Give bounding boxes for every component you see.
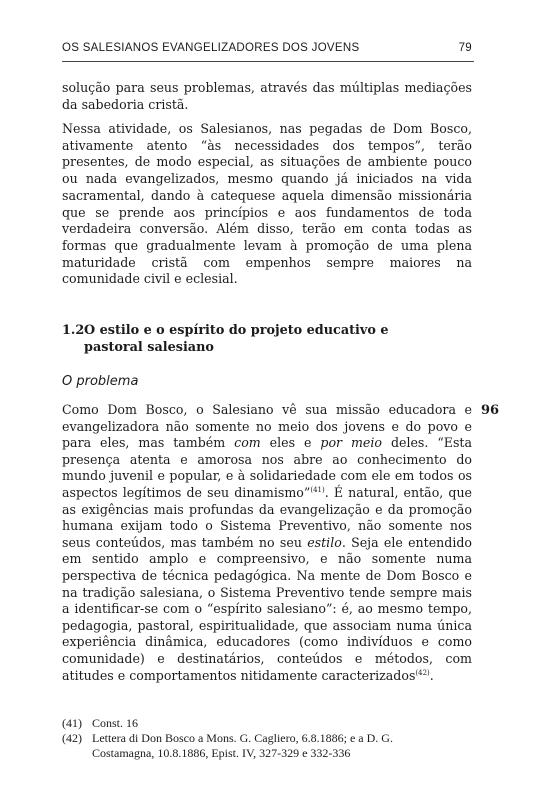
footnote-number: (42) (62, 731, 82, 745)
text-run: . Seja ele entendido em sentido amplo e compreensivo, e não somente numa perspectiva de técnica pedagógica. Na mente de Dom Bosco e na tradição salesiana, o Sistema Preventivo tende sempre mais a identificar-se com o “espírito salesiano”: é, ao mesmo tempo, pedagogia, pastoral, espiritualidade, que associam numa única experiência dinâmica, educadores (como indivíduos e como comunidade) e destinatários, conteúdos e métodos, com atitudes e comportamentos nitidamente caracterizados (62, 534, 472, 683)
text-run: Como Dom Bosco, o Salesiano vê sua missão educadora e evangelizadora não somente no meio dos jovens e do povo e para eles, mas também (62, 402, 472, 451)
footnote-text: Const. 16 (92, 716, 139, 730)
text-run: deles. “Esta presença atenta e amorosa nos abre ao conhecimento do mundo juvenil e popular, e à solidariedade com ele em todos os aspectos legítimos de seu dinamismo” (62, 435, 473, 500)
margin-paragraph-number: 96 (481, 403, 500, 418)
running-head (62, 42, 472, 54)
header-rule (62, 61, 474, 62)
section-title-line1: O estilo e o espírito do projeto educativo e (84, 323, 389, 338)
subheading: O problema (62, 374, 139, 389)
footnote (62, 716, 482, 731)
text-run: . (429, 667, 434, 683)
running-title: OS SALESIANOS EVANGELIZADORES DOS JOVENS (62, 42, 360, 54)
section-number: 1.2 (62, 323, 85, 338)
page-number: 79 (458, 42, 472, 54)
footnote-number: (41) (62, 716, 82, 730)
text-run: eles e (260, 435, 321, 451)
text-run: . É natural, então, que as exigências mais profundas da evangelização e da promoção humana exijam todo o Sistema Preventivo, não somente nos seus conteúdos, mas também no seu (62, 484, 473, 550)
paragraph-continuation: solução para seus problemas, através das múltiplas mediações da sabedoria cristã. (62, 80, 472, 112)
footnote-text: Lettera di Don Bosco a Mons. G. Cagliero, 6.8.1886; e a D. G. (92, 731, 393, 745)
footnote-ref: (41) (310, 485, 325, 494)
paragraph-activity: Nessa atividade, os Salesianos, nas pegadas de Dom Bosco, ativamente atento “às necessidades dos tempos”, terão presentes, de modo especial, as situações de ambiente pouco ou nada evangelizados, mesmo quando já iniciados na vida sacramental, dando à catequese aquela dimensão missionária que se prende aos princípios e aos fundamentos de toda verdadeira conversão. Além disso, terão em conta todas as formas que gradualmente levam à promoção de uma plena maturidade cristã com empenhos sempre maiores na comunidade civil e eclesial. (62, 121, 472, 287)
emphasis: por meio (320, 435, 382, 451)
footnote (62, 731, 482, 761)
paragraph-problem (62, 402, 472, 684)
footnote-ref: (42) (415, 668, 430, 677)
section-title-line2: pastoral salesiano (84, 340, 214, 355)
emphasis: com (234, 435, 261, 451)
footnote-text-continued: Costamagna, 10.8.1886, Epist. IV, 327-329 e 332-336 (92, 746, 351, 760)
emphasis: estilo (307, 534, 342, 550)
section-heading (62, 322, 462, 356)
